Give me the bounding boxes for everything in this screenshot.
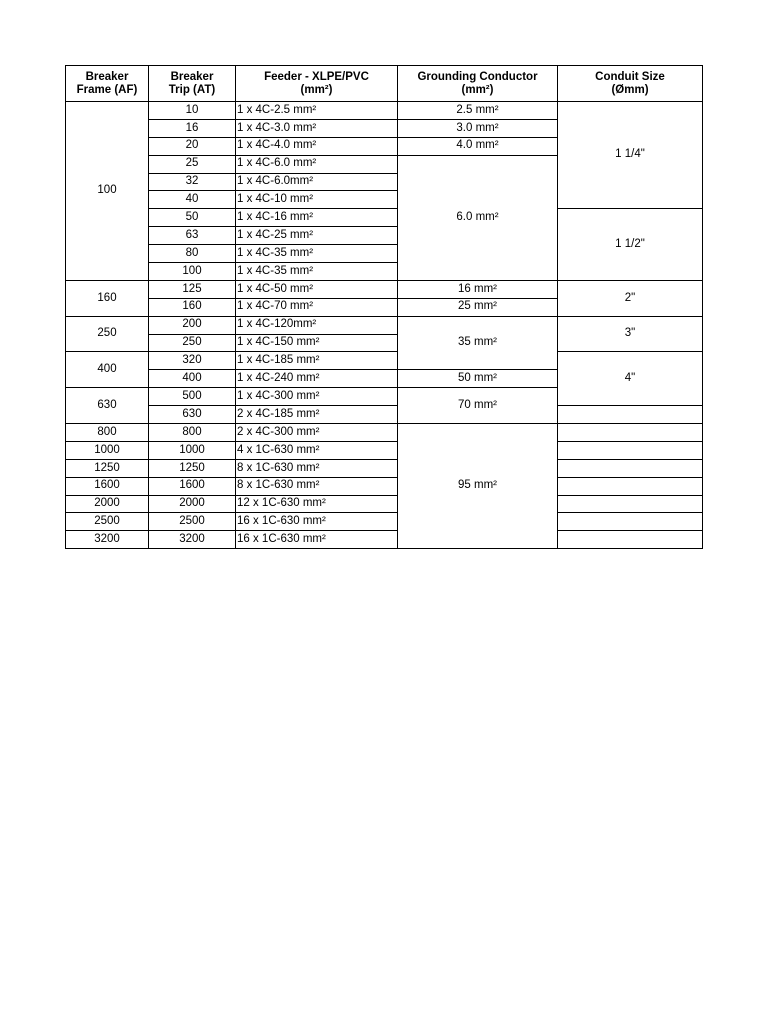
conduit-cell: 3" (558, 316, 703, 352)
conduit-cell: 2" (558, 280, 703, 316)
feeder-cell: 1 x 4C-150 mm² (236, 334, 398, 352)
conduit-cell-empty (558, 513, 703, 531)
header-breaker-frame: Breaker Frame (AF) (66, 66, 149, 102)
trip-cell: 2000 (149, 495, 236, 513)
feeder-cell: 16 x 1C-630 mm² (236, 531, 398, 549)
conduit-cell-empty (558, 477, 703, 495)
grounding-cell: 4.0 mm² (398, 137, 558, 155)
trip-cell: 50 (149, 209, 236, 227)
table-row (66, 209, 703, 227)
trip-cell: 1000 (149, 441, 236, 459)
table-row (66, 280, 703, 298)
grounding-cell: 6.0 mm² (398, 155, 558, 280)
feeder-cell: 1 x 4C-50 mm² (236, 280, 398, 298)
conduit-cell: 1 1/2" (558, 209, 703, 281)
feeder-cell: 1 x 4C-10 mm² (236, 191, 398, 209)
grounding-cell: 3.0 mm² (398, 119, 558, 137)
conduit-cell: 1 1/4" (558, 102, 703, 209)
feeder-cell: 1 x 4C-16 mm² (236, 209, 398, 227)
frame-cell: 630 (66, 388, 149, 424)
feeder-cell: 1 x 4C-3.0 mm² (236, 119, 398, 137)
conduit-cell-empty (558, 424, 703, 442)
table-row (66, 477, 703, 495)
table-row (66, 531, 703, 549)
trip-cell: 100 (149, 263, 236, 281)
feeder-cell: 1 x 4C-2.5 mm² (236, 102, 398, 120)
frame-cell: 250 (66, 316, 149, 352)
trip-cell: 3200 (149, 531, 236, 549)
frame-cell: 1250 (66, 459, 149, 477)
header-breaker-trip: Breaker Trip (AT) (149, 66, 236, 102)
trip-cell: 800 (149, 424, 236, 442)
frame-cell: 160 (66, 280, 149, 316)
feeder-cell: 1 x 4C-4.0 mm² (236, 137, 398, 155)
feeder-cell: 1 x 4C-35 mm² (236, 263, 398, 281)
grounding-cell: 70 mm² (398, 388, 558, 424)
feeder-cell: 1 x 4C-240 mm² (236, 370, 398, 388)
table-row (66, 441, 703, 459)
grounding-cell: 95 mm² (398, 424, 558, 549)
feeder-cell: 2 x 4C-185 mm² (236, 406, 398, 424)
feeder-cell: 16 x 1C-630 mm² (236, 513, 398, 531)
frame-cell: 800 (66, 424, 149, 442)
conduit-cell-empty (558, 441, 703, 459)
trip-cell: 250 (149, 334, 236, 352)
trip-cell: 630 (149, 406, 236, 424)
breaker-sizing-table (65, 65, 703, 549)
feeder-cell: 4 x 1C-630 mm² (236, 441, 398, 459)
trip-cell: 125 (149, 280, 236, 298)
table-row (66, 102, 703, 120)
header-conduit-size: Conduit Size (Ømm) (558, 66, 703, 102)
feeder-cell: 1 x 4C-25 mm² (236, 227, 398, 245)
feeder-cell: 2 x 4C-300 mm² (236, 424, 398, 442)
grounding-cell: 2.5 mm² (398, 102, 558, 120)
frame-cell: 2500 (66, 513, 149, 531)
trip-cell: 400 (149, 370, 236, 388)
table-row (66, 513, 703, 531)
table-row (66, 424, 703, 442)
trip-cell: 160 (149, 298, 236, 316)
trip-cell: 20 (149, 137, 236, 155)
trip-cell: 10 (149, 102, 236, 120)
trip-cell: 320 (149, 352, 236, 370)
grounding-cell: 50 mm² (398, 370, 558, 388)
grounding-cell: 35 mm² (398, 316, 558, 370)
grounding-cell: 16 mm² (398, 280, 558, 298)
feeder-cell: 1 x 4C-6.0mm² (236, 173, 398, 191)
frame-cell: 100 (66, 102, 149, 281)
trip-cell: 63 (149, 227, 236, 245)
conduit-cell-empty (558, 406, 703, 424)
feeder-cell: 1 x 4C-35 mm² (236, 245, 398, 263)
trip-cell: 32 (149, 173, 236, 191)
trip-cell: 500 (149, 388, 236, 406)
conduit-cell-empty (558, 531, 703, 549)
feeder-cell: 1 x 4C-70 mm² (236, 298, 398, 316)
header-grounding-conductor: Grounding Conductor (mm²) (398, 66, 558, 102)
feeder-cell: 1 x 4C-6.0 mm² (236, 155, 398, 173)
trip-cell: 1250 (149, 459, 236, 477)
trip-cell: 2500 (149, 513, 236, 531)
table-row (66, 495, 703, 513)
conduit-cell-empty (558, 459, 703, 477)
frame-cell: 2000 (66, 495, 149, 513)
frame-cell: 1000 (66, 441, 149, 459)
table-row (66, 459, 703, 477)
trip-cell: 80 (149, 245, 236, 263)
feeder-cell: 1 x 4C-300 mm² (236, 388, 398, 406)
feeder-cell: 8 x 1C-630 mm² (236, 477, 398, 495)
trip-cell: 16 (149, 119, 236, 137)
frame-cell: 3200 (66, 531, 149, 549)
trip-cell: 25 (149, 155, 236, 173)
trip-cell: 1600 (149, 477, 236, 495)
feeder-cell: 12 x 1C-630 mm² (236, 495, 398, 513)
grounding-cell: 25 mm² (398, 298, 558, 316)
header-feeder: Feeder - XLPE/PVC (mm²) (236, 66, 398, 102)
frame-cell: 1600 (66, 477, 149, 495)
trip-cell: 40 (149, 191, 236, 209)
trip-cell: 200 (149, 316, 236, 334)
feeder-cell: 1 x 4C-120mm² (236, 316, 398, 334)
header-row (66, 66, 703, 102)
table-row (66, 316, 703, 334)
feeder-cell: 8 x 1C-630 mm² (236, 459, 398, 477)
conduit-cell: 4" (558, 352, 703, 406)
table-row (66, 406, 703, 424)
conduit-cell-empty (558, 495, 703, 513)
frame-cell: 400 (66, 352, 149, 388)
table-row (66, 352, 703, 370)
feeder-cell: 1 x 4C-185 mm² (236, 352, 398, 370)
